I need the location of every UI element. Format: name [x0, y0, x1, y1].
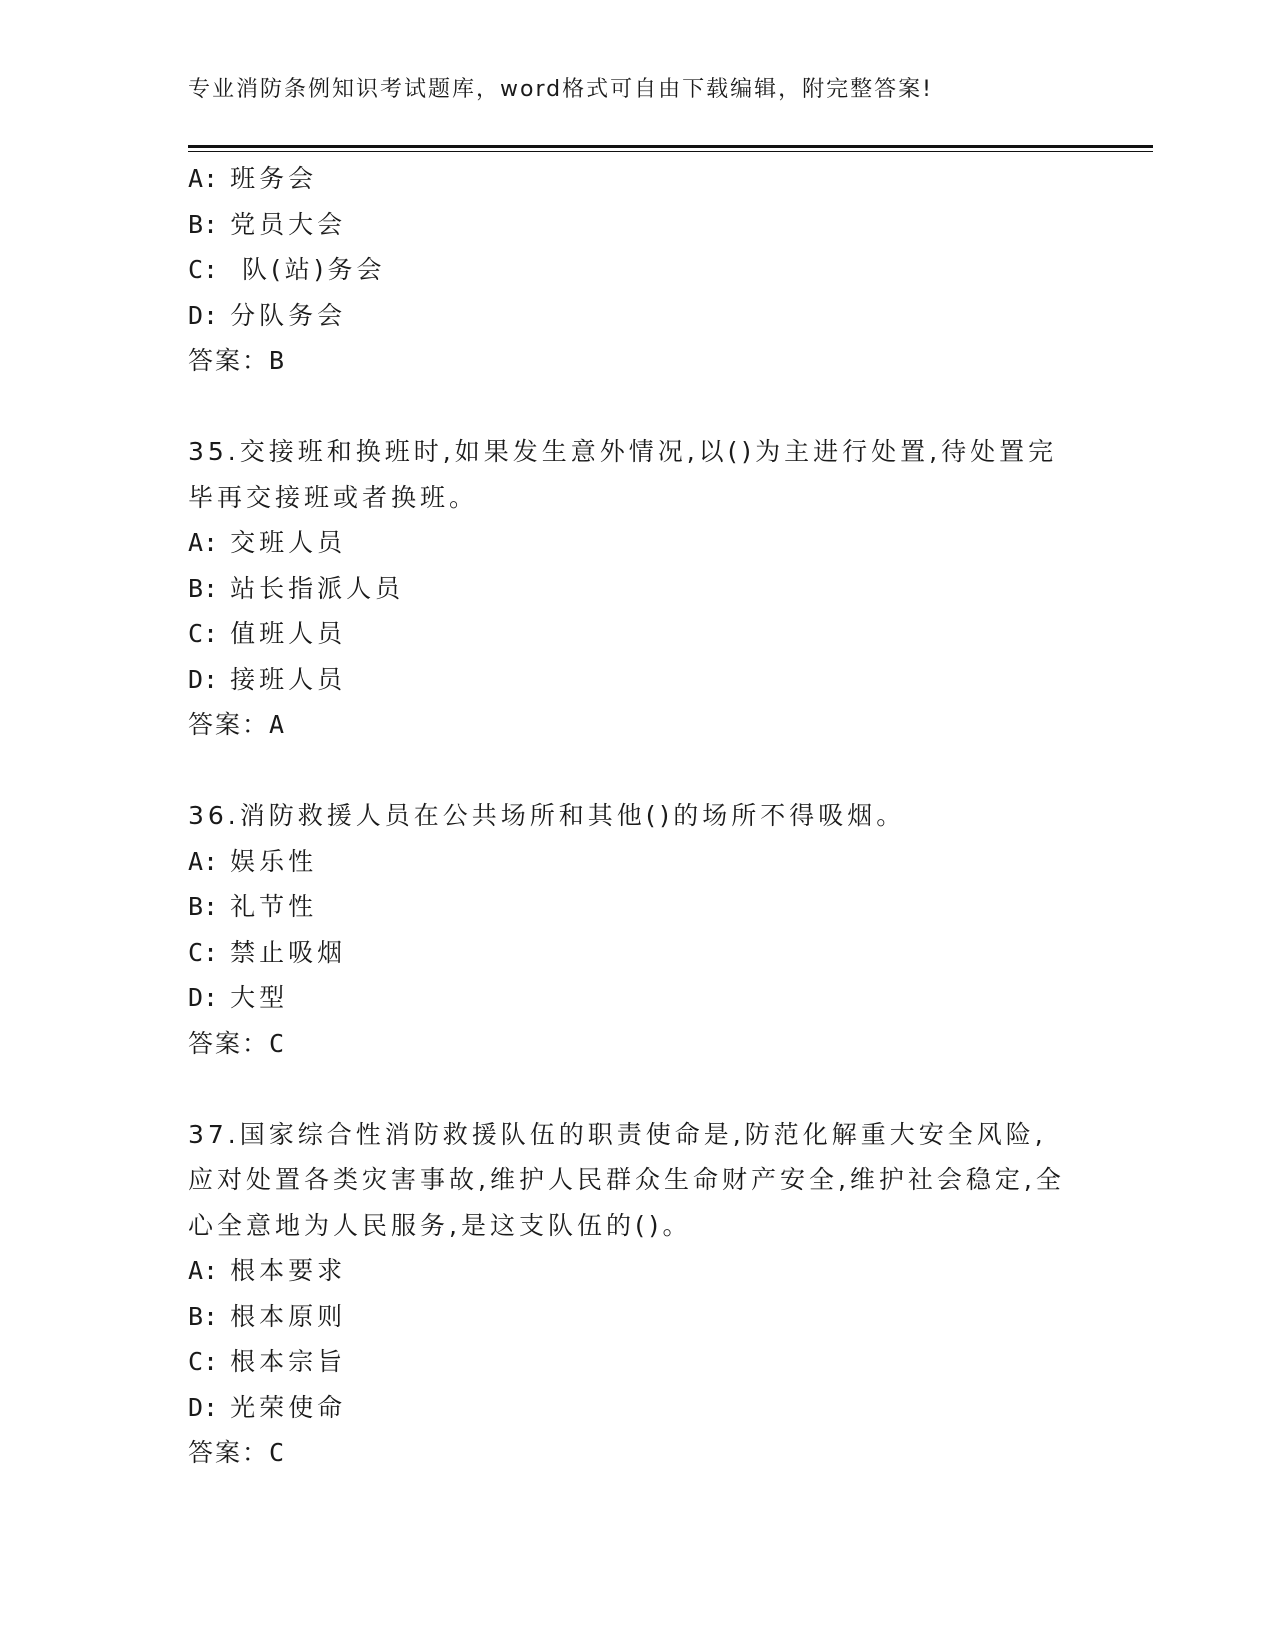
answer-line: 答案：C — [188, 1028, 287, 1058]
header-note: 专业消防条例知识考试题库，word格式可自由下载编辑，附完整答案! — [188, 77, 933, 102]
option-a: A: 根本要求 — [188, 1256, 347, 1285]
question-block — [188, 1112, 1088, 1476]
question-block — [188, 793, 1088, 1066]
option-a: A: 班务会 — [188, 164, 318, 193]
question-block — [188, 156, 1088, 384]
answer-line: 答案：A — [188, 710, 287, 739]
question-gap — [188, 384, 1088, 430]
option-c: C: 根本宗旨 — [188, 1347, 347, 1376]
question-stem-line: 毕再交接班或者换班。 — [188, 482, 479, 512]
question-stem-line: 35.交接班和换班时,如果发生意外情况,以()为主进行处置,待处置完 — [188, 437, 1058, 466]
question-block — [188, 429, 1088, 748]
option-c: C: 值班人员 — [188, 619, 347, 648]
question-gap — [188, 748, 1088, 794]
option-b: B: 根本原则 — [188, 1301, 347, 1331]
answer-line: 答案：B — [188, 346, 287, 375]
option-b: B: 礼节性 — [188, 892, 318, 921]
question-stem-line: 应对处置各类灾害事故,维护人民群众生命财产安全,维护社会稳定,全 — [188, 1165, 1065, 1194]
answer-line: 答案：C — [188, 1438, 287, 1467]
header-rule-thin — [188, 151, 1153, 152]
option-b: B: 党员大会 — [188, 209, 347, 239]
option-a: A: 娱乐性 — [188, 846, 318, 876]
question-stem-line: 36.消防救援人员在公共场所和其他()的场所不得吸烟。 — [188, 801, 906, 830]
header-rule-thick — [188, 145, 1153, 148]
option-c: C: 队(站)务会 — [188, 255, 386, 284]
question-stem-line: 心全意地为人民服务,是这支队伍的()。 — [188, 1210, 692, 1240]
option-a: A: 交班人员 — [188, 528, 347, 557]
question-gap — [188, 1066, 1088, 1112]
option-b: B: 站长指派人员 — [188, 573, 405, 603]
question-stem-line: 37.国家综合性消防救援队伍的职责使命是,防范化解重大安全风险, — [188, 1119, 1047, 1149]
option-d: D: 分队务会 — [188, 300, 347, 330]
option-d: D: 大型 — [188, 983, 289, 1012]
option-c: C: 禁止吸烟 — [188, 937, 347, 967]
option-d: D: 光荣使命 — [188, 1392, 347, 1422]
question-list — [188, 156, 1088, 1476]
option-d: D: 接班人员 — [188, 664, 347, 694]
